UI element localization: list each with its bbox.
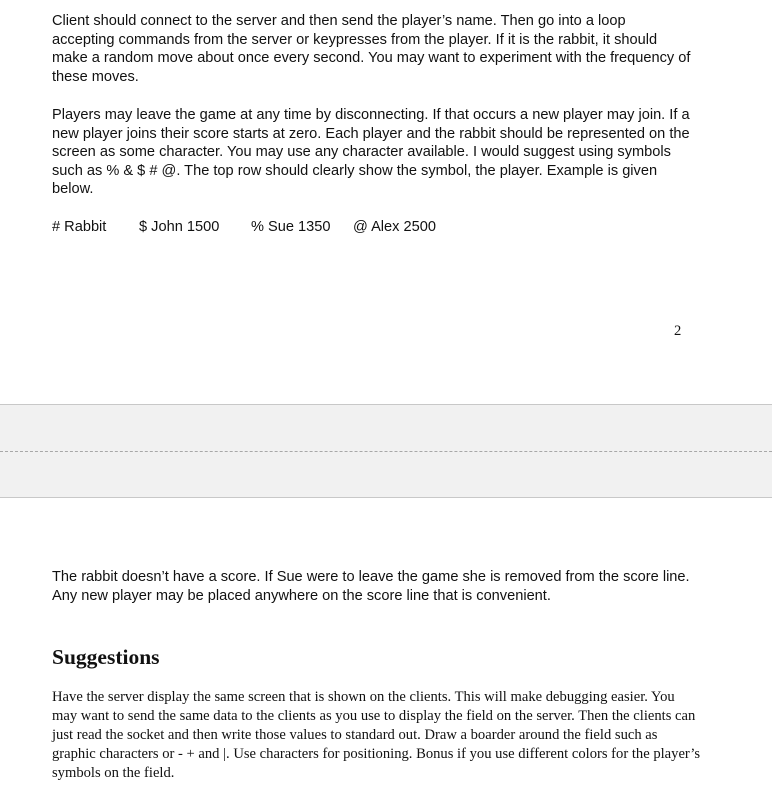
example-score-line: [52, 218, 692, 238]
paragraph-client-connect: Client should connect to the server and then send the player’s name. Then go into a loop accepting commands from the server or keypresses from the player. If it is the rabbit, it should make a random move about once every second. You may want to experiment with the frequency of these moves.: [52, 13, 691, 85]
page-gap: [0, 404, 772, 498]
paragraph-rabbit-score: The rabbit doesn’t have a score. If Sue were to leave the game she is removed from the score line. Any new player may be placed anywhere on the score line that is convenient.: [52, 569, 690, 604]
paragraph-players-leave: Players may leave the game at any time by disconnecting. If that occurs a new player may join. If a new player joins their score starts at zero. Each player and the rabbit should be represented on the screen as some character. You may use any character available. I would suggest using symbols such as % & $ # @. The top row should clearly show the symbol, the player. Example is given below.: [52, 107, 690, 198]
score-entry-john: $ John 1500: [139, 219, 220, 235]
score-entry-alex: @ Alex 2500: [353, 219, 436, 235]
score-entry-rabbit: # Rabbit: [52, 219, 107, 235]
heading-suggestions: Suggestions: [52, 645, 160, 669]
paragraph-suggestions: Have the server display the same screen that is shown on the clients. This will make debugging easier. You may want to send the same data to the clients as you use to display the field on the server. Then the clients can just read the socket and then write those values to standard out. Draw a boarder around the field such as graphic characters or - + and |. Use characters for positioning. Bonus if you use different colors for the player’s symbols on the field.: [52, 689, 701, 781]
score-entry-sue: % Sue 1350: [251, 219, 331, 235]
page-number: 2: [674, 323, 682, 339]
page-break-divider: [0, 451, 772, 452]
